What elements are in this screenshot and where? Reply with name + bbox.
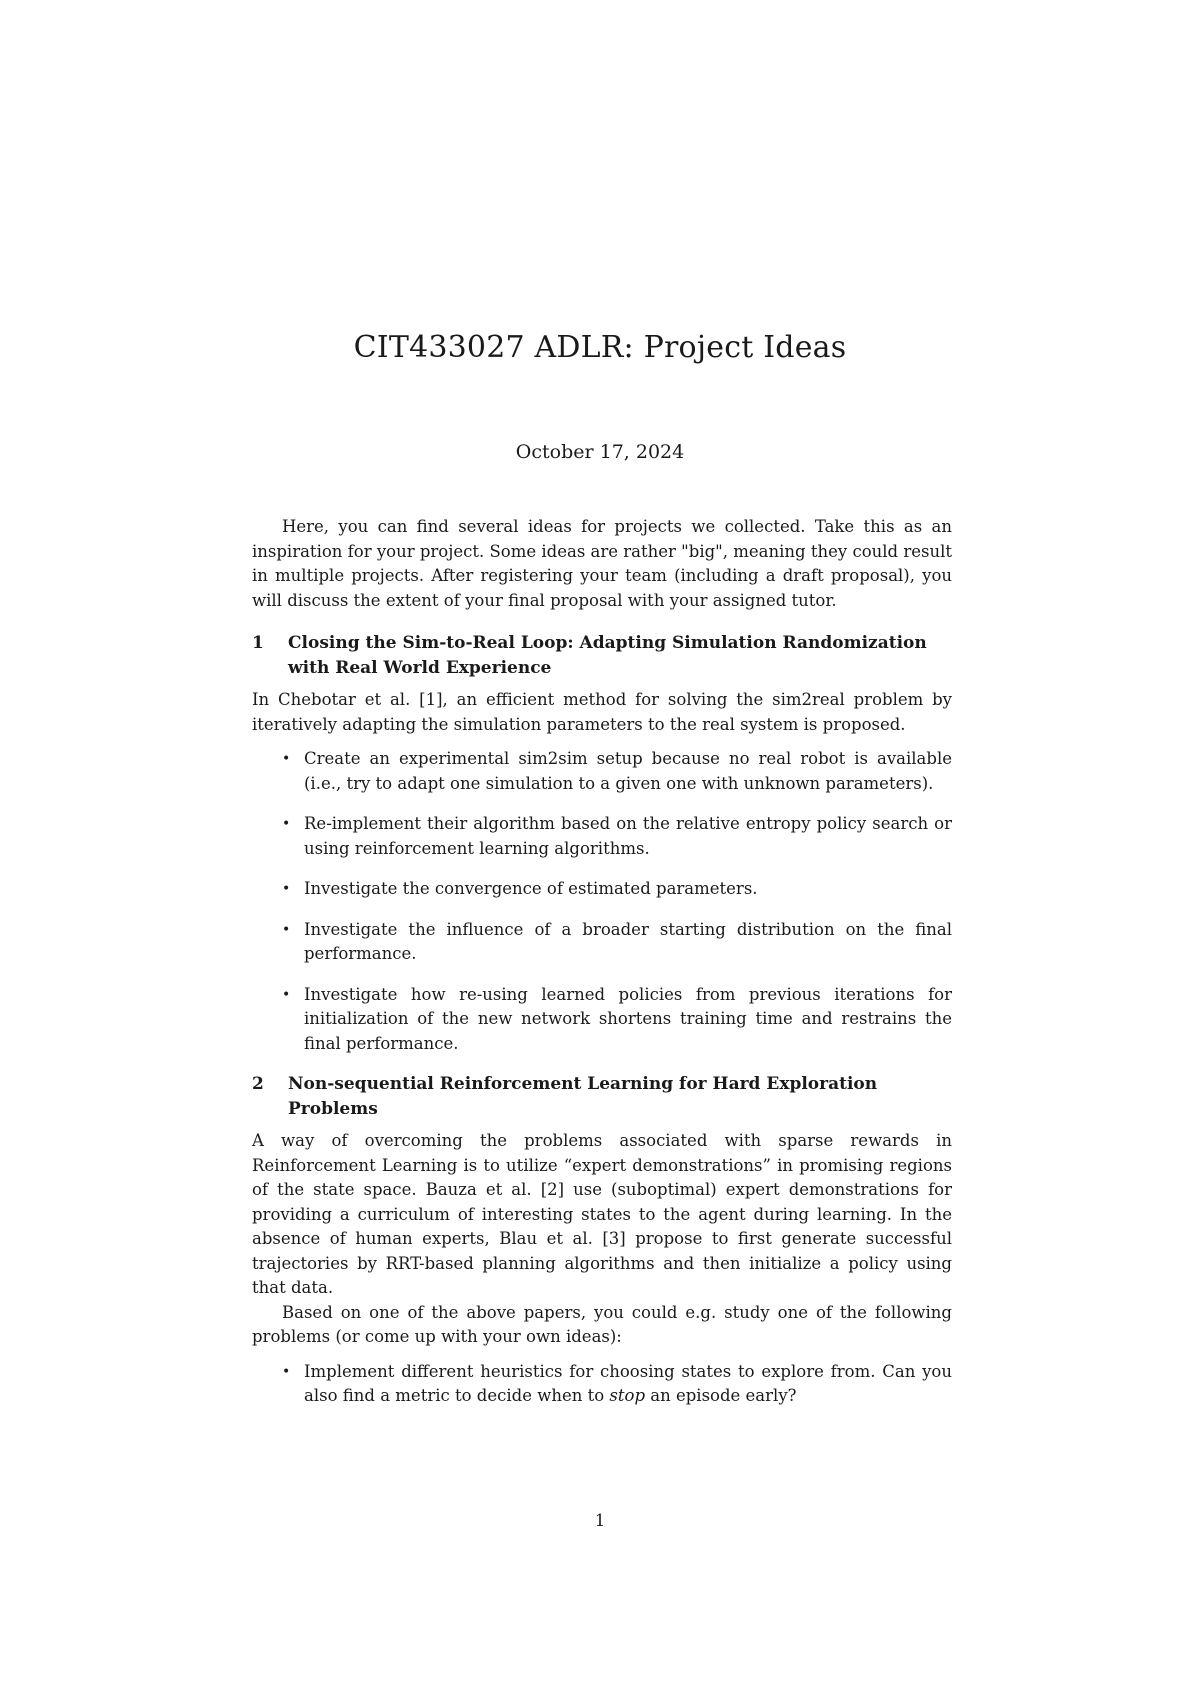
section-number: 2 <box>252 1074 264 1094</box>
section-2-paragraph-2: Based on one of the above papers, you could e.g. study one of the following problems (or come up with your own ideas): <box>252 1302 952 1346</box>
section-2-heading <box>252 1072 952 1121</box>
section-1-bullet-list <box>252 747 952 1056</box>
list-item <box>282 1360 952 1409</box>
document-body <box>252 515 952 1419</box>
section-2-bullet-list <box>252 1360 952 1409</box>
bullet-icon: • <box>282 1363 291 1380</box>
section-1-heading <box>252 631 952 680</box>
emphasis-text: stop <box>609 1386 646 1405</box>
list-item <box>282 918 952 967</box>
list-item <box>282 747 952 796</box>
list-item-text: Investigate the convergence of estimated parameters. <box>304 879 758 898</box>
section-title: Closing the Sim-to-Real Loop: Adapting Simulation Randomization with Real World Experience <box>288 633 927 678</box>
section-number: 1 <box>252 633 264 653</box>
list-item <box>282 877 952 902</box>
list-item-text: Investigate how re-using learned policies from previous iterations for initialization of the new network shortens training time and restrains the final performance. <box>304 984 952 1053</box>
bullet-icon: • <box>282 881 291 897</box>
list-item-text <box>304 1362 952 1406</box>
bullet-icon: • <box>282 816 291 832</box>
section-1-paragraph: In Chebotar et al. [1], an efficient method for solving the sim2real problem by iteratively adapting the simulation parameters to the real system is proposed. <box>252 690 952 734</box>
intro-paragraph: Here, you can find several ideas for projects we collected. Take this as an inspiration for your project. Some ideas are rather "big", meaning they could result in multiple projects. After registering your team (including a draft proposal), you will discuss the extent of your final proposal with your assigned tutor. <box>252 517 952 610</box>
list-item-text-part: Implement different heuristics for choosing states to explore from. Can you also find a metric to decide when to <box>304 1361 952 1405</box>
list-item-text: Re-implement their algorithm based on the relative entropy policy search or using reinforcement learning algorithms. <box>304 814 952 858</box>
list-item <box>282 812 952 861</box>
bullet-icon: • <box>282 986 291 1003</box>
bullet-icon: • <box>282 751 291 767</box>
list-item-text: Investigate the influence of a broader starting distribution on the final performance. <box>304 919 952 963</box>
page-number: 1 <box>594 1511 606 1530</box>
section-2-paragraph: A way of overcoming the problems associated with sparse rewards in Reinforcement Learning is to utilize “expert demonstrations” in promising regions of the state space. Bauza et al. [2] use (suboptimal) expert demonstrations for providing a curriculum of interesting states to the agent during learning. In the absence of human experts, Blau et al. [3] propose to first generate successful trajectories by RRT-based planning algorithms and then initialize a policy using that data. <box>252 1131 952 1297</box>
list-item-text: Create an experimental sim2sim setup because no real robot is available (i.e., try to adapt one simulation to a given one with unknown parameters). <box>304 749 952 793</box>
section-title: Non-sequential Reinforcement Learning for Hard Exploration Problems <box>288 1074 878 1119</box>
bullet-icon: • <box>282 921 291 938</box>
list-item-text-part: an episode early? <box>645 1386 797 1405</box>
list-item <box>282 983 952 1057</box>
document-date: October 17, 2024 <box>515 441 685 463</box>
document-title: CIT433027 ADLR: Project Ideas <box>353 330 847 365</box>
